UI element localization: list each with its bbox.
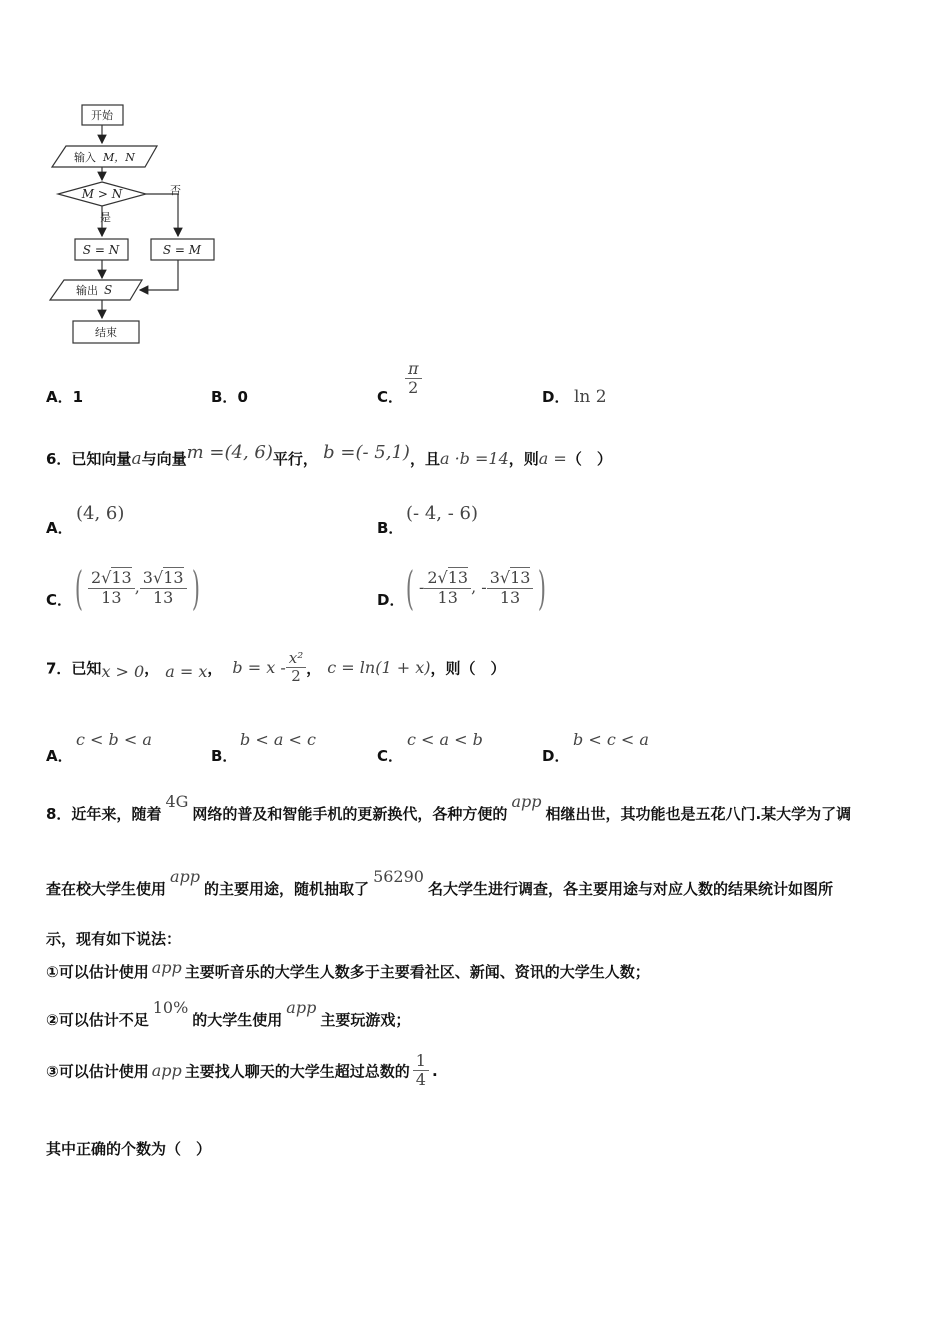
q6-d-lparen: (: [405, 561, 415, 615]
q6-d-minus: -: [418, 577, 425, 597]
q7-stem: [46, 650, 505, 686]
q8-line-2: 查在校大学生使用app的主要用途，随机抽取了56290名大学生进行调查，各主要用途与对应人数的结果统计如图所: [46, 867, 833, 898]
q6-m-expr: m =(4, 6): [186, 442, 273, 463]
q6-a-eq: a =: [538, 449, 567, 468]
q8-statement-3: ③可以估计使用 app 主要找人聊天的大学生超过总数的 $\frac{1}{4}$ .: [46, 1051, 438, 1090]
q7-b-num: x²: [288, 649, 304, 667]
q7-option-d-label: D．: [542, 747, 570, 765]
q5-option-b-value: 0: [237, 388, 248, 406]
q6-option-b-expr: (- 4, - 6): [406, 503, 478, 524]
q5-option-a-value: 1: [72, 388, 84, 406]
flow-no-label: 否: [170, 184, 181, 197]
q7-sep2: ，: [207, 659, 223, 678]
q7-option-c-expr: c < a < b: [407, 730, 483, 749]
q7-option-b-expr: b < a < c: [240, 730, 316, 749]
q6-d-den1: 13: [424, 588, 471, 607]
q5-option-c-num: π: [408, 359, 419, 378]
q6-c-num2: 3√13: [142, 568, 184, 588]
q6-text-6: （ ）: [566, 450, 612, 468]
q7-a-def: a = x: [165, 662, 208, 682]
q8-statement-2: ②可以估计不足10%的大学生使用app主要玩游戏；: [46, 998, 411, 1029]
q6-c-comma: ,: [134, 577, 140, 597]
flow-start-text: 开始: [91, 109, 113, 122]
q8-app-5: app: [151, 1061, 182, 1081]
q6-text-5: ，则: [508, 450, 539, 468]
q7-text-1: 7．已知: [46, 659, 102, 678]
q6-d-rparen: ): [538, 561, 547, 615]
q7-b-frac: [286, 650, 306, 686]
q8-line-1: 8．近年来，随着4G网络的普及和智能手机的更新换代，各种方便的app相继出世，其功能也是五花八门.某大学为了调: [46, 792, 852, 823]
q6-ab-expr: a ·b =14: [439, 449, 509, 468]
flow-yes-label: 是: [100, 211, 111, 224]
q6-d-num2: 3√13: [489, 568, 531, 588]
q5-option-b-label: B．: [211, 388, 238, 406]
flow-output-var: S: [104, 283, 113, 297]
q8-count: 56290: [373, 867, 424, 886]
q6-c-num1: 2√13: [90, 568, 132, 588]
q6-option-d-label: D．: [377, 591, 405, 609]
flow-input-text: 输入: [74, 151, 96, 164]
q6-option-c-label: C．: [46, 591, 73, 609]
q6-a-var: a: [131, 449, 142, 469]
q8-fraction: [413, 1052, 429, 1090]
q6-option-a-expr: (4, 6): [76, 503, 125, 524]
q6-stem: [46, 442, 612, 478]
q5-option-d-value: ln 2: [574, 387, 607, 407]
flow-decision-text: M > N: [81, 187, 123, 201]
q5-option-a-label: A．: [46, 388, 73, 406]
flow-input-vars: M，N: [103, 151, 135, 164]
q6-c-den2: 13: [140, 588, 187, 607]
q8-app-2: app: [170, 867, 201, 886]
q6-text-4: ，且: [409, 450, 440, 468]
q6-d-num1: 2√13: [427, 568, 469, 588]
q6-option-d-expr: [401, 561, 551, 615]
q5-option-c-label: C．: [377, 388, 404, 406]
q7-option-c-label: C．: [377, 747, 404, 765]
q7-c-def: c = ln(1 + x): [327, 658, 431, 678]
q8-frac-num: 1: [415, 1051, 426, 1070]
q7-option-d-expr: b < c < a: [573, 730, 649, 749]
q8-app-4: app: [286, 998, 317, 1017]
q5-option-a: [46, 386, 83, 407]
flow-output-text: 输出: [76, 284, 98, 297]
q8-frac-den: 4: [413, 1070, 429, 1089]
q8-statement-1: ①可以估计使用 app 主要听音乐的大学生人数多于主要看社区、新闻、资讯的大学生人数；: [46, 958, 650, 981]
flow-yes-text: S = N: [82, 243, 120, 257]
q6-c-lparen: (: [74, 561, 84, 615]
q7-b-den: 2: [286, 667, 306, 685]
q8-app-1: app: [511, 792, 542, 811]
q7-cond: x > 0: [101, 662, 145, 682]
flow-end-text: 结束: [95, 326, 117, 339]
q7-option-a-expr: c < b < a: [76, 730, 152, 749]
q6-text-2: 与向量: [141, 450, 187, 468]
q7-sep3: ，: [306, 659, 322, 678]
q6-b-expr: b =(- 5,1): [323, 442, 410, 463]
q8-app-3: app: [151, 958, 182, 977]
q5-option-c-fraction: [405, 360, 422, 398]
q7-text-2: ，则（ ）: [430, 659, 506, 678]
q6-option-c-expr: [70, 561, 205, 615]
q6-d-comma: , -: [471, 577, 487, 597]
q6-text-1: 6．已知向量: [46, 450, 132, 468]
q8-line-3: 示，现有如下说法：: [46, 930, 182, 948]
q5-option-c-den: 2: [405, 378, 422, 397]
q5-option-b: [211, 386, 248, 407]
q8-percent: 10%: [152, 998, 189, 1017]
q6-option-b-label: B．: [377, 519, 404, 537]
q6-option-a-label: A．: [46, 519, 73, 537]
q7-option-a-label: A．: [46, 747, 73, 765]
q7-sep1: ，: [144, 659, 160, 678]
q7-b-lhs: b = x -: [232, 658, 286, 678]
q5-option-d-label: D．: [542, 388, 570, 406]
flowchart: [40, 98, 240, 353]
q8-4g: 4G: [165, 792, 189, 811]
q6-d-den2: 13: [487, 588, 534, 607]
q6-c-rparen: ): [191, 561, 200, 615]
flow-no-text: S = M: [162, 243, 202, 257]
q7-option-b-label: B．: [211, 747, 238, 765]
q6-c-den1: 13: [88, 588, 135, 607]
q6-text-3: 平行，: [272, 450, 318, 468]
q8-question: 其中正确的个数为（ ）: [46, 1140, 212, 1158]
